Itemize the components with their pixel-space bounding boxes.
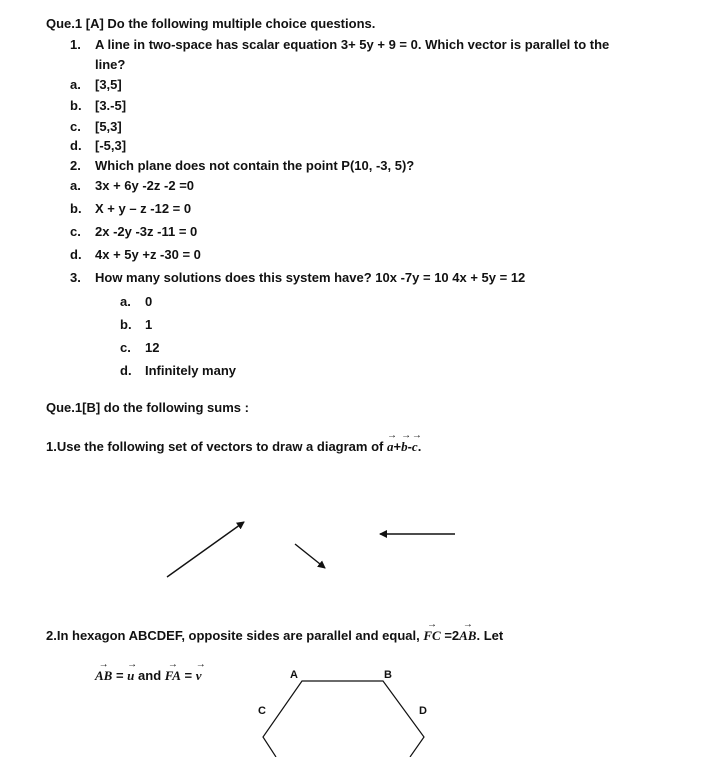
q2-option-c-letter: c. — [70, 224, 81, 239]
hexagon-label-a: A — [290, 669, 298, 681]
plus-sign: + — [393, 439, 402, 454]
and-text: and — [134, 668, 165, 683]
q2-number: 2. — [70, 158, 81, 173]
hexagon-label-d: D — [419, 705, 427, 717]
vector-b-arrow — [295, 544, 325, 568]
vector-ab: → AB — [459, 628, 476, 644]
section-b-heading: Que.1[B] do the following sums : — [46, 400, 249, 415]
vector-a-arrow — [167, 522, 244, 577]
equals-2: =2 — [440, 628, 460, 643]
q1-option-a: [3,5] — [95, 77, 122, 92]
q3-text: How many solutions does this system have? 10x -7y = 10 4x + 5y = 12 — [95, 270, 526, 285]
q1-option-b: [3.-5] — [95, 98, 127, 113]
vector-v: → v — [196, 668, 202, 684]
problem-2-suffix: . Let — [476, 628, 504, 643]
hexagon — [263, 681, 424, 757]
vector-fc: → FC — [423, 628, 440, 644]
vector-ab-2: → AB — [95, 668, 112, 684]
vector-a: → a — [387, 439, 394, 455]
q2-option-b: X + y – z -12 = 0 — [95, 201, 192, 216]
problem-2-prefix: 2.In hexagon ABCDEF, opposite sides are parallel and equal, — [46, 628, 420, 643]
q2-text: Which plane does not contain the point P(10, -3, 5)? — [95, 158, 415, 173]
q1-option-d: [-5,3] — [95, 138, 127, 153]
q2-option-d-letter: d. — [70, 247, 82, 262]
section-a-heading: Que.1 [A] Do the following multiple choice questions. — [46, 16, 376, 31]
q1-option-b-letter: b. — [70, 98, 82, 113]
q1-option-c-letter: c. — [70, 119, 81, 134]
q3-option-b-letter: b. — [120, 317, 132, 332]
q3-number: 3. — [70, 270, 81, 285]
q1-option-a-letter: a. — [70, 77, 81, 92]
q1-option-c: [5,3] — [95, 119, 122, 134]
q3-option-c-letter: c. — [120, 340, 131, 355]
q2-option-a-letter: a. — [70, 178, 81, 193]
vector-fa: → FA — [165, 668, 181, 684]
vector-b: → b — [401, 439, 408, 455]
hexagon-label-b: B — [384, 669, 392, 681]
q1-text-line1: A line in two-space has scalar equation 3+ 5y + 9 = 0. Which vector is parallel to the — [95, 37, 610, 52]
q1-text-line2: line? — [95, 57, 126, 72]
hexagon-label-c: C — [258, 705, 266, 717]
q3-option-a-letter: a. — [120, 294, 131, 309]
minus-sign: - — [407, 439, 412, 454]
q2-option-a: 3x + 6y -2z -2 =0 — [95, 178, 195, 193]
q3-option-d-letter: d. — [120, 363, 132, 378]
q3-option-b: 1 — [145, 317, 153, 332]
equals-v: = — [180, 668, 196, 683]
problem-1-prefix: 1.Use the following set of vectors to draw a diagram of — [46, 439, 384, 454]
q3-option-c: 12 — [145, 340, 160, 355]
q3-option-a: 0 — [145, 294, 153, 309]
vector-u: → u — [127, 668, 134, 684]
q3-option-d: Infinitely many — [145, 363, 237, 378]
q2-option-d: 4x + 5y +z -30 = 0 — [95, 247, 201, 262]
equals-u: = — [112, 668, 128, 683]
vector-c: → c — [412, 439, 418, 455]
q1-option-d-letter: d. — [70, 138, 82, 153]
q1-number: 1. — [70, 37, 81, 52]
q2-option-c: 2x -2y -3z -11 = 0 — [95, 224, 198, 239]
period: . — [417, 439, 422, 454]
q2-option-b-letter: b. — [70, 201, 82, 216]
